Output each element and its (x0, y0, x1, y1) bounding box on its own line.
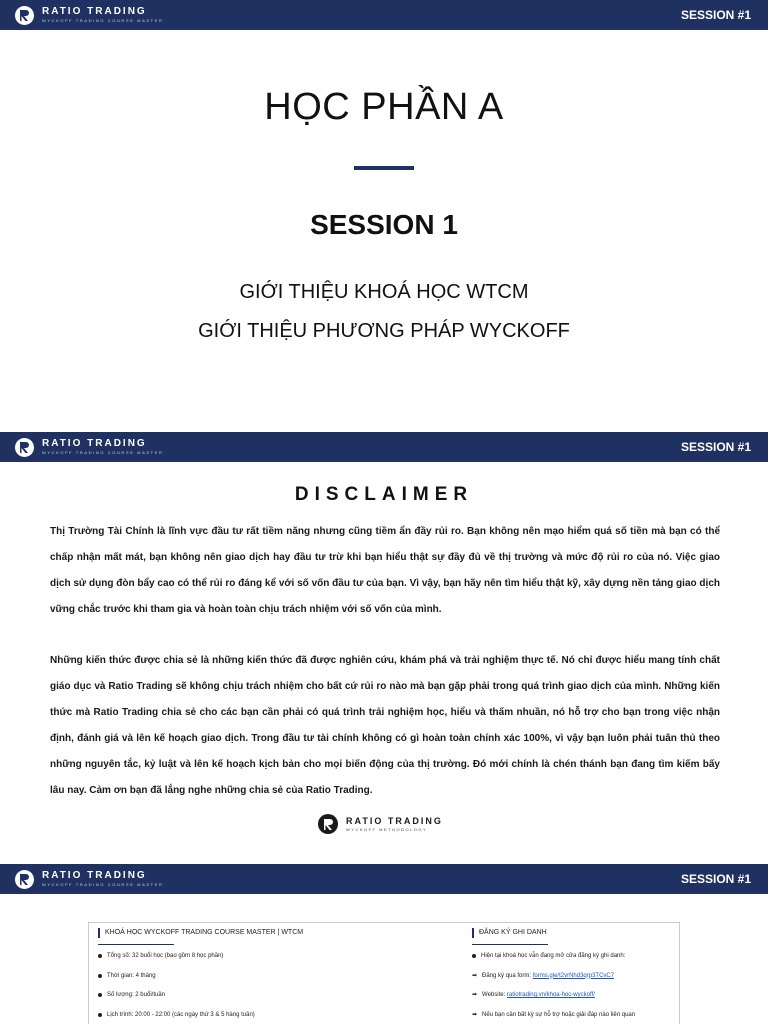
arrow-right-icon: ➡ (472, 1011, 478, 1018)
brand-logo (15, 870, 163, 889)
session-subtitle: GIỚI THIỆU PHƯƠNG PHÁP WYCKOFF (198, 320, 570, 342)
registration-column (472, 923, 677, 1024)
brand-name: RATIO TRADING (42, 438, 147, 449)
brand-logo (15, 438, 163, 457)
session-tag: SESSION #1 (680, 8, 751, 22)
bullet-icon (98, 1013, 102, 1017)
brand-tagline: WYCKOFF TRADING COURSE MASTER (42, 450, 164, 455)
registration-list (472, 952, 677, 1019)
course-info-box (88, 922, 680, 1024)
list-item: ➡ Nếu bạn cần bất kỳ sự hỗ trợ hoặc giải đáp nào liên quan (472, 1011, 636, 1018)
session-title: SESSION 1 (310, 209, 458, 240)
slide-header (0, 864, 768, 894)
module-title: HỌC PHẦN A (264, 86, 504, 128)
registration-heading: ĐĂNG KÝ GHI DANH (472, 928, 677, 938)
bullet-icon (472, 954, 476, 958)
course-details-list (98, 952, 458, 1019)
slide-header (0, 432, 768, 462)
arrow-right-icon: ➡ (472, 992, 478, 998)
ratio-trading-logo-icon (15, 438, 34, 457)
disclaimer-title: DISCLAIMER (294, 484, 474, 505)
heading-underline (98, 944, 174, 945)
footer-logo (318, 814, 443, 834)
disclaimer-paragraph: Thị Trường Tài Chính là lĩnh vực đầu tư rất tiềm năng nhưng cũng tiềm ẩn đầy rủi ro. Bạn không nên mạo hiểm quá số tiền mà bạn có thể chấp nhận mất mát, bạn không nên giao dịch hay đầu tư trừ khi bạn hiểu thật sự đầy đủ về thị trường và mức độ rủi ro của nó. Việc giao dịch sử dụng đòn bẩy cao có thể rủi ro đáng kể với số vốn đầu tư của bạn. Vì vậy, bạn hãy nên tìm hiểu thật kỹ, xây dựng nền tảng giao dịch vững chắc trước khi tham gia và hoàn toàn chịu trách nhiệm với số vốn của mình. (50, 526, 720, 615)
ratio-trading-logo-icon (15, 870, 34, 889)
brand-logo (15, 6, 163, 25)
bullet-icon (98, 974, 102, 978)
session-tag: SESSION #1 (680, 440, 751, 454)
brand-name: RATIO TRADING (42, 6, 147, 17)
brand-name: RATIO TRADING (346, 815, 443, 826)
brand-tagline: WYCKOFF TRADING COURSE MASTER (42, 18, 164, 23)
list-item: ➡ Website: ratiotrading.vn/khoa-hoc-wyckoff/ (472, 992, 595, 998)
arrow-right-icon: ➡ (472, 972, 478, 979)
website-link[interactable]: ratiotrading.vn/khoa-hoc-wyckoff/ (506, 992, 595, 998)
ratio-trading-logo-icon (318, 814, 338, 834)
list-item: ➡ Đăng ký qua form: forms.gle/t2vrNhd3qrp3TCvC7 (472, 972, 615, 979)
session-tag: SESSION #1 (680, 872, 751, 886)
registration-form-link[interactable]: forms.gle/t2vrNhd3qrp3TCvC7 (532, 972, 615, 979)
session-subtitle: GIỚI THIỆU KHOÁ HỌC WTCM (239, 281, 529, 303)
course-heading: KHOÁ HỌC WYCKOFF TRADING COURSE MASTER | WTCM (98, 928, 458, 938)
bullet-icon (98, 993, 102, 997)
brand-name: RATIO TRADING (42, 870, 147, 881)
brand-tagline: WYCKOFF TRADING COURSE MASTER (42, 882, 164, 887)
course-details-column (98, 923, 458, 1024)
list-item: Hiện tại khoá học vẫn đang mở cửa đăng ký ghi danh: (472, 952, 677, 960)
bullet-icon (98, 954, 102, 958)
title-divider (354, 166, 414, 170)
list-item: Tổng số: 32 buổi học (bao gồm 8 học phần) (98, 952, 458, 960)
list-item: Lịch trình: 20:00 - 22:00 (các ngày thứ 3 & 5 hàng tuần) (98, 1011, 458, 1019)
disclaimer-paragraph: Những kiến thức được chia sẻ là những kiến thức đã được nghiên cứu, khám phá và trải nghiệm thực tế. Nó chỉ được hiểu mang tính chất giáo dục và Ratio Trading sẽ không chịu trách nhiệm cho bất cứ rủi ro nào mà bạn gặp phải trong quá trình giao dịch của mình. Những kiến thức mà Ratio Trading chia sẻ cho các bạn cần phải có quá trình trải nghiệm học, hiểu và thấm nhuần, nó hỗ trợ cho bạn trong việc nhận định, đánh giá và lên kế hoạch giao dịch. Trong đầu tư tài chính không có gì hoàn toàn chính xác 100%, vì vậy bạn luôn phải tuân thủ theo những nguyên tắc, kỷ luật và lên kế hoạch kịch bản cho mọi biến động của thị trường. Đó mới chính là chén thánh bạn đang tìm kiếm bấy lâu nay. Cảm ơn bạn đã lắng nghe những chia sẻ của Ratio Trading. (50, 655, 720, 796)
ratio-trading-logo-icon (15, 6, 34, 25)
list-item: Số lượng: 2 buổi/tuần (98, 991, 458, 999)
heading-underline (472, 944, 548, 945)
brand-tagline: WYCKOFF METHODOLOGY (346, 826, 428, 832)
slide-header (0, 0, 768, 30)
list-item: Thời gian: 4 tháng (98, 972, 458, 980)
